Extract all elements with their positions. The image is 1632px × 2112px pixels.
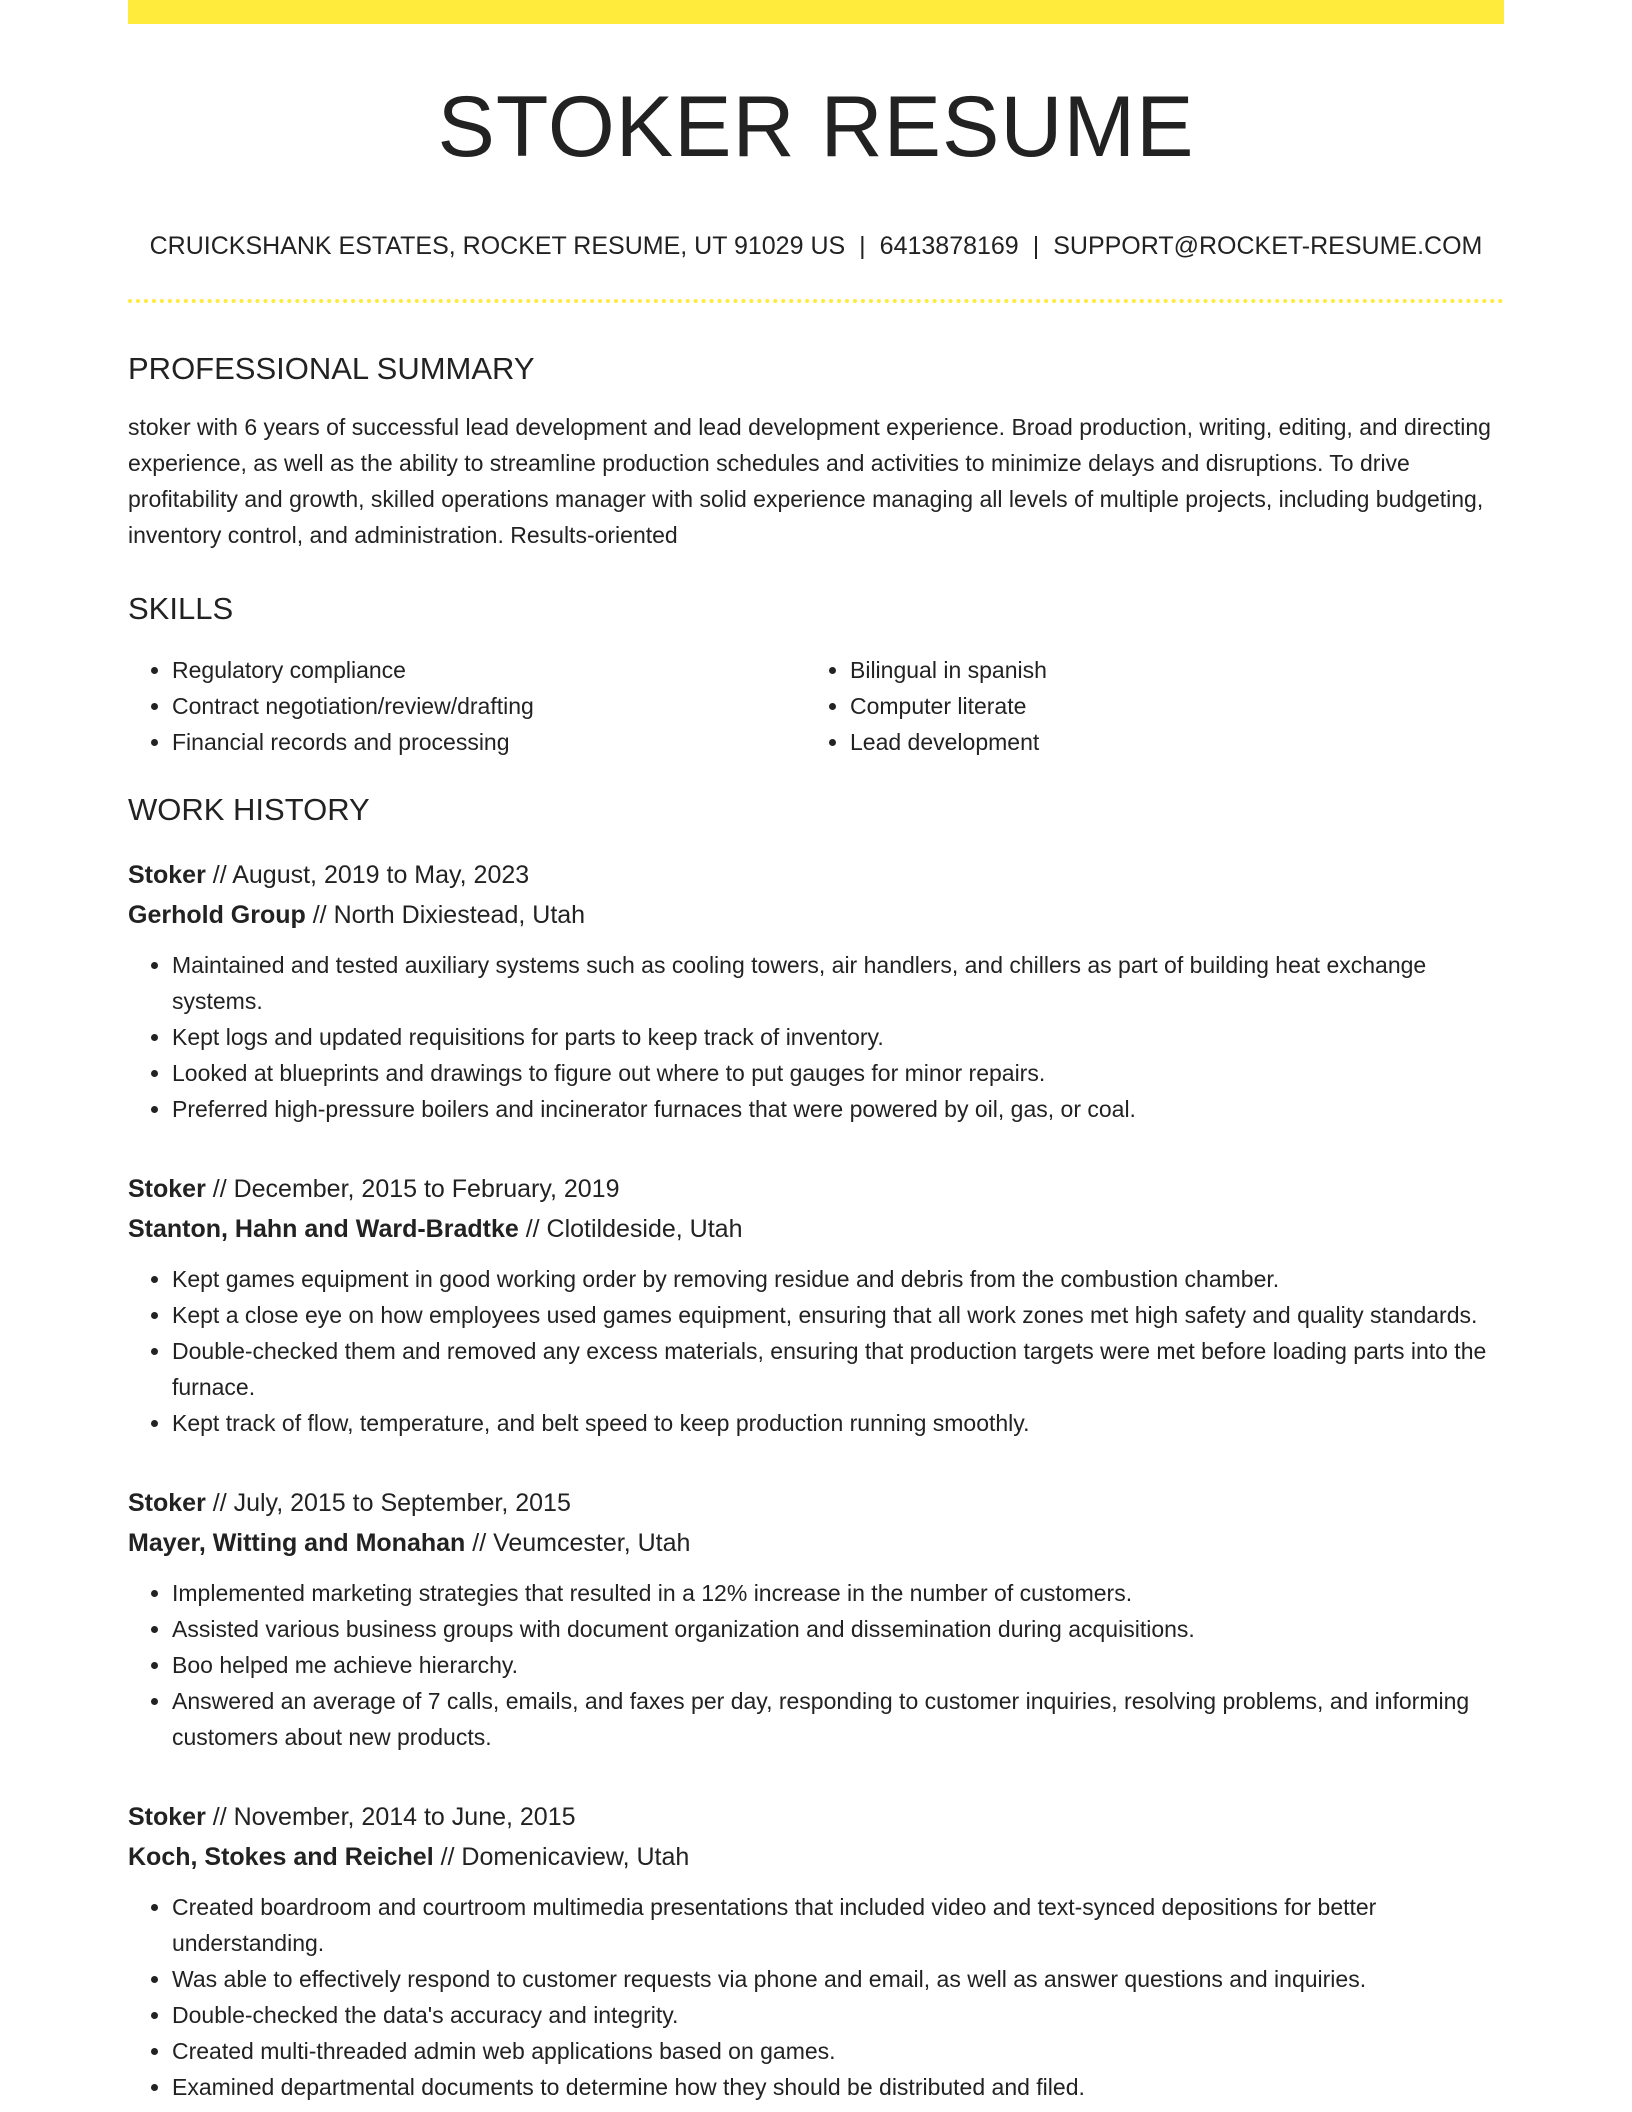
job-location: // Domenicaview, Utah	[433, 1843, 690, 1871]
job-bullet: • Implemented marketing strategies that resulted in a 12% increase in the number of customers.	[172, 1575, 1504, 1611]
job-title-line	[128, 1169, 1504, 1209]
skills-list	[128, 652, 1504, 760]
job-bullet: • Was able to effectively respond to customer requests via phone and email, as well as answer questions and inquiries.	[172, 1961, 1504, 1997]
job-location: // North Dixiestead, Utah	[305, 901, 586, 929]
job-bullet: • Created boardroom and courtroom multimedia presentations that included video and text-synced depositions for better understanding.	[172, 1889, 1504, 1961]
job-entry	[128, 1169, 1504, 1441]
skills-column-right	[806, 652, 1484, 760]
skill-item: • Lead development	[850, 724, 1484, 760]
skill-item: • Regulatory compliance	[172, 652, 806, 688]
job-bullet: • Kept games equipment in good working order by removing residue and debris from the combustion chamber.	[172, 1261, 1504, 1297]
skill-item: • Financial records and processing	[172, 724, 806, 760]
job-bullet: • Maintained and tested auxiliary systems such as cooling towers, air handlers, and chillers as part of building heat exchange systems.	[172, 947, 1504, 1019]
job-bullets	[128, 1575, 1504, 1755]
job-bullets	[128, 947, 1504, 1127]
contact-email: SUPPORT@ROCKET-RESUME.COM	[1053, 232, 1483, 260]
job-bullet: • Assisted various business groups with document organization and dissemination during acquisitions.	[172, 1611, 1504, 1647]
summary-text: stoker with 6 years of successful lead development and lead development experience. Broad production, writing, editing, and directing experience, as well as the ability to streamline production schedules and activities to minimize delays and disruptions. To drive profitability and growth, skilled operations manager with solid experience managing all levels of multiple projects, including budgeting, inventory control, and administration. Results-oriented	[128, 414, 1491, 548]
job-bullet: • Boo helped me achieve hierarchy.	[172, 1647, 1504, 1683]
job-location: // Clotildeside, Utah	[518, 1215, 743, 1243]
skill-item: • Bilingual in spanish	[850, 652, 1484, 688]
job-company: Mayer, Witting and Monahan	[128, 1529, 466, 1557]
contact-line	[128, 234, 1504, 259]
job-location: // Veumcester, Utah	[465, 1529, 691, 1557]
job-bullet: • Looked at blueprints and drawings to figure out where to put gauges for minor repairs.	[172, 1055, 1504, 1091]
job-dates: // November, 2014 to June, 2015	[205, 1803, 576, 1831]
job-bullet: • Answered an average of 7 calls, emails, and faxes per day, responding to customer inquiries, resolving problems, and informing customers about new products.	[172, 1683, 1504, 1755]
summary-heading: PROFESSIONAL SUMMARY	[128, 351, 535, 386]
job-company-line	[128, 1209, 1504, 1249]
skill-item: • Contract negotiation/review/drafting	[172, 688, 806, 724]
job-dates: // July, 2015 to September, 2015	[205, 1489, 571, 1517]
job-bullet: • Kept a close eye on how employees used games equipment, ensuring that all work zones met high safety and quality standards.	[172, 1297, 1504, 1333]
skills-column-left	[128, 652, 806, 760]
top-accent-bar	[128, 0, 1504, 24]
job-title-line	[128, 1483, 1504, 1523]
job-company: Koch, Stokes and Reichel	[128, 1843, 434, 1871]
job-dates: // December, 2015 to February, 2019	[205, 1175, 620, 1203]
job-entry	[128, 1797, 1504, 2105]
job-role: Stoker	[128, 861, 206, 889]
resume-page	[128, 0, 1504, 2105]
skills-heading: SKILLS	[128, 591, 234, 626]
job-bullet: • Kept track of flow, temperature, and belt speed to keep production running smoothly.	[172, 1405, 1504, 1441]
job-entry	[128, 855, 1504, 1127]
work-history-heading: WORK HISTORY	[128, 792, 370, 827]
contact-separator: |	[859, 232, 866, 260]
job-bullets	[128, 1261, 1504, 1441]
job-company: Gerhold Group	[128, 901, 306, 929]
job-bullet: • Preferred high-pressure boilers and incinerator furnaces that were powered by oil, gas, or coal.	[172, 1091, 1504, 1127]
contact-address: CRUICKSHANK ESTATES, ROCKET RESUME, UT 91029 US	[149, 232, 846, 260]
job-title-line	[128, 855, 1504, 895]
resume-title: STOKER RESUME	[437, 79, 1195, 175]
dotted-divider	[128, 299, 1504, 303]
job-bullet: • Examined departmental documents to determine how they should be distributed and filed.	[172, 2069, 1504, 2105]
job-role: Stoker	[128, 1489, 206, 1517]
skill-item: • Computer literate	[850, 688, 1484, 724]
job-company: Stanton, Hahn and Ward-Bradtke	[128, 1215, 519, 1243]
job-bullets	[128, 1889, 1504, 2105]
job-title-line	[128, 1797, 1504, 1837]
job-bullet: • Kept logs and updated requisitions for parts to keep track of inventory.	[172, 1019, 1504, 1055]
job-company-line	[128, 1837, 1504, 1877]
job-bullet: • Double-checked the data's accuracy and integrity.	[172, 1997, 1504, 2033]
job-company-line	[128, 895, 1504, 935]
job-bullet: • Double-checked them and removed any excess materials, ensuring that production targets were met before loading parts into the furnace.	[172, 1333, 1504, 1405]
job-dates: // August, 2019 to May, 2023	[205, 861, 530, 889]
job-bullet: • Created multi-threaded admin web applications based on games.	[172, 2033, 1504, 2069]
contact-phone: 6413878169	[879, 232, 1019, 260]
job-role: Stoker	[128, 1803, 206, 1831]
job-role: Stoker	[128, 1175, 206, 1203]
job-company-line	[128, 1523, 1504, 1563]
contact-separator: |	[1032, 232, 1040, 260]
job-entry	[128, 1483, 1504, 1755]
